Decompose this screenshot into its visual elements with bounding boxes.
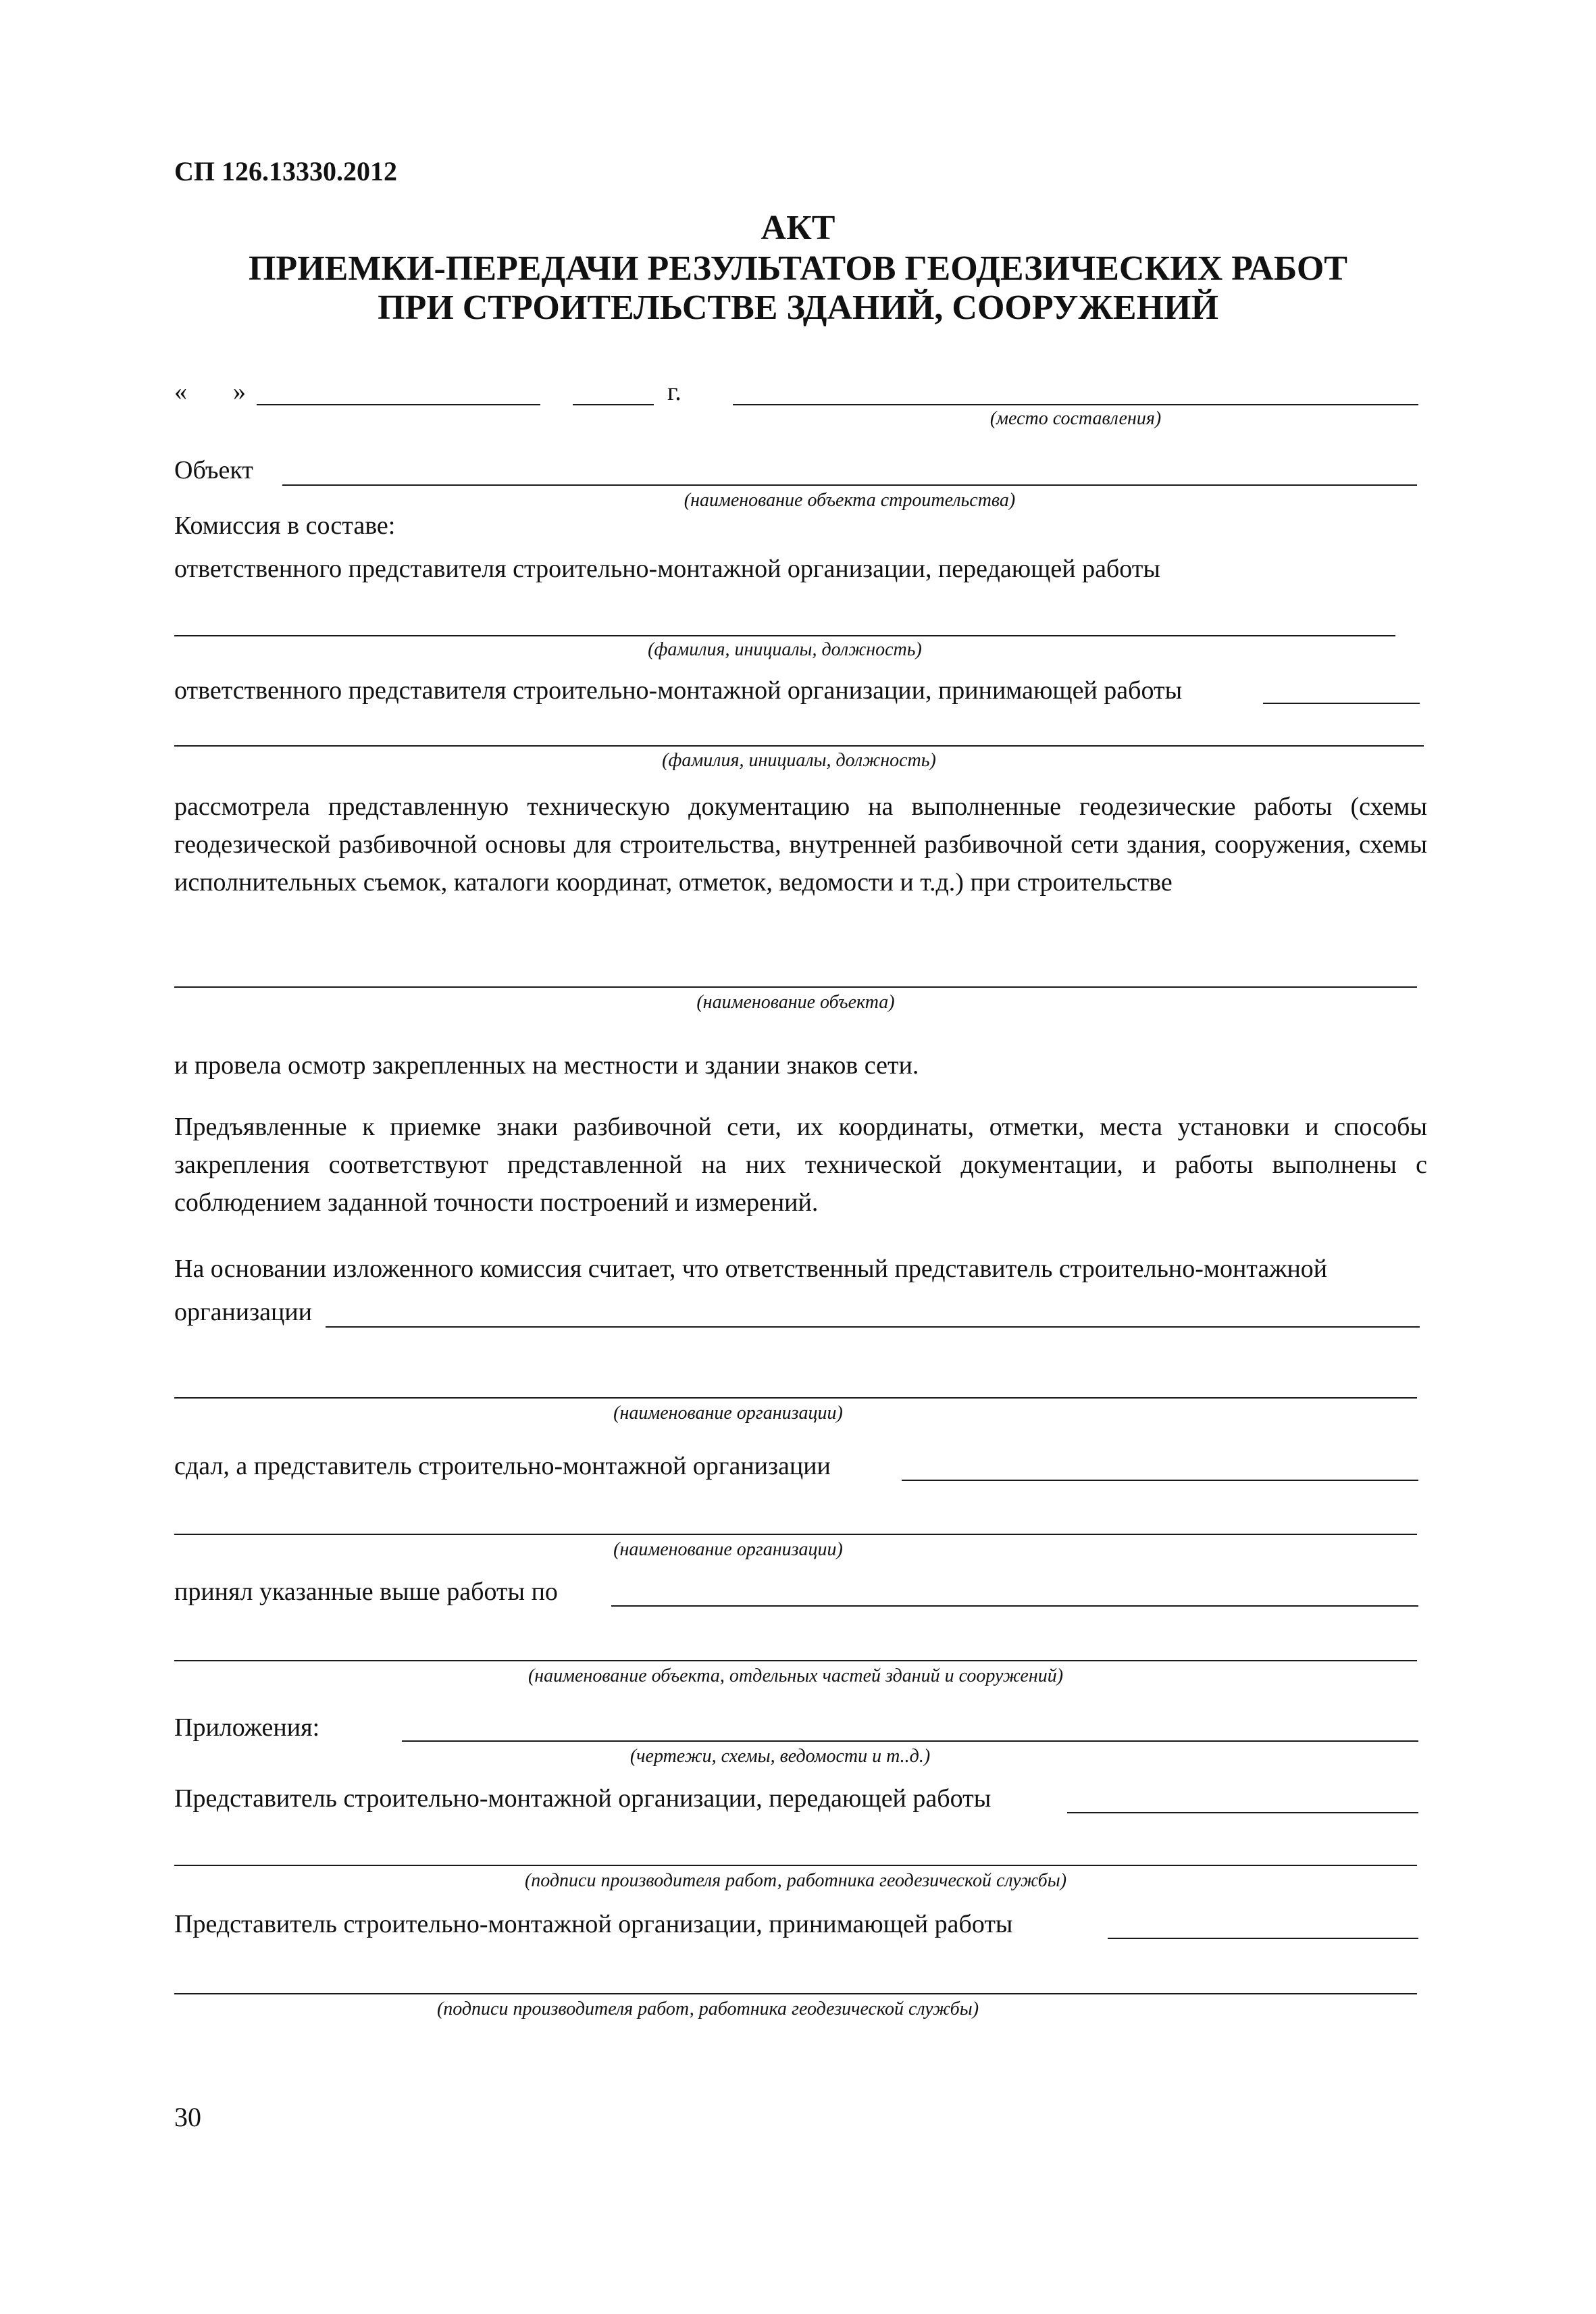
commission-label: Комиссия в составе: (174, 511, 396, 540)
rep-receiver-label: ответственного представителя строительно-монтажной организации, принимающей работы (174, 676, 1183, 705)
attachments-caption: (чертежи, схемы, ведомости и т..д.) (629, 1746, 931, 1767)
giver-signature-field[interactable] (174, 1865, 1417, 1866)
receiver-signature-field-inline[interactable] (1108, 1938, 1418, 1939)
object-name-field[interactable] (174, 986, 1417, 988)
rep-receiver-field[interactable] (174, 745, 1424, 747)
attachments-field[interactable] (402, 1740, 1418, 1742)
place-caption: (место составления) (989, 408, 1162, 429)
date-year-field[interactable] (573, 404, 654, 405)
page-number: 30 (174, 2102, 201, 2132)
object-field[interactable] (282, 484, 1417, 486)
works-field-inline[interactable] (611, 1605, 1418, 1607)
works-field[interactable] (174, 1660, 1417, 1661)
place-field[interactable] (733, 404, 1418, 405)
org-field-inline[interactable] (326, 1326, 1420, 1328)
date-quote-close: » (233, 378, 246, 406)
document-code: СП 126.13330.2012 (174, 156, 397, 186)
date-year-suffix: г. (667, 378, 681, 406)
date-month-field[interactable] (257, 404, 540, 405)
receiver-signature-field[interactable] (174, 1993, 1417, 1994)
title-line-3: ПРИ СТРОИТЕЛЬСТВЕ ЗДАНИЙ, СООРУЖЕНИЙ (378, 288, 1218, 327)
receiver-org-field-inline[interactable] (902, 1480, 1418, 1481)
org-caption-1: (наименование организации) (613, 1403, 843, 1424)
object-name-caption: (наименование объекта) (696, 992, 895, 1013)
date-quote-open: « (174, 378, 187, 406)
rep-giver-field[interactable] (174, 635, 1395, 636)
title-line-2: ПРИЕМКИ-ПЕРЕДАЧИ РЕЗУЛЬТАТОВ ГЕОДЕЗИЧЕСКИХ РАБОТ (248, 249, 1347, 288)
conclusion-line-2: организации (174, 1298, 313, 1326)
works-caption: (наименование объекта, отдельных частей зданий и сооружений) (527, 1665, 1064, 1686)
org-caption-2: (наименование организации) (613, 1539, 843, 1560)
rep-giver-caption: (фамилия, инициалы, должность) (648, 639, 922, 660)
attachments-label: Приложения: (174, 1713, 320, 1742)
giver-signature-caption: (подписи производителя работ, работника геодезической службы) (524, 1870, 1067, 1891)
accepted-text: принял указанные выше работы по (174, 1578, 558, 1606)
title-act: АКТ (761, 209, 835, 247)
receiver-org-field[interactable] (174, 1534, 1417, 1535)
conformity-paragraph: Предъявленные к приемке знаки разбивочной сети, их координаты, отметки, места установки и способы закрепления соответствуют представленной на них технической документации, и работы выполнены с соблюдением заданной точности построений и измерений. (174, 1113, 1427, 1217)
object-caption: (наименование объекта строительства) (684, 490, 1016, 511)
inspection-paragraph: и провела осмотр закрепленных на местности и здании знаков сети. (174, 1051, 919, 1080)
rep-receiver-field-inline[interactable] (1263, 703, 1420, 704)
receiver-signature-caption: (подписи производителя работ, работника геодезической службы) (436, 1998, 979, 2019)
conclusion-line-1: На основании изложенного комиссия считает, что ответственный представитель строительно-монтажной (174, 1255, 1328, 1283)
giver-signature-label: Представитель строительно-монтажной организации, передающей работы (174, 1784, 992, 1813)
org-field[interactable] (174, 1397, 1417, 1399)
handed-text: сдал, а представитель строительно-монтажной организации (174, 1452, 831, 1480)
object-label: Объект (174, 456, 253, 484)
receiver-signature-label: Представитель строительно-монтажной организации, принимающей работы (174, 1910, 1013, 1938)
rep-giver-label: ответственного представителя строительно-монтажной организации, передающей работы (174, 555, 1160, 583)
giver-signature-field-inline[interactable] (1067, 1812, 1418, 1813)
rep-receiver-caption: (фамилия, инициалы, должность) (662, 750, 936, 771)
review-paragraph: рассмотрела представленную техническую документацию на выполненные геодезические работы (схемы геодезической разбивочной основы для строительства, внутренней разбивочной сети здания, сооружения, схемы исполнительных съемок, каталоги координат, отметок, ведомости и т.д.) при строительстве (174, 793, 1427, 897)
